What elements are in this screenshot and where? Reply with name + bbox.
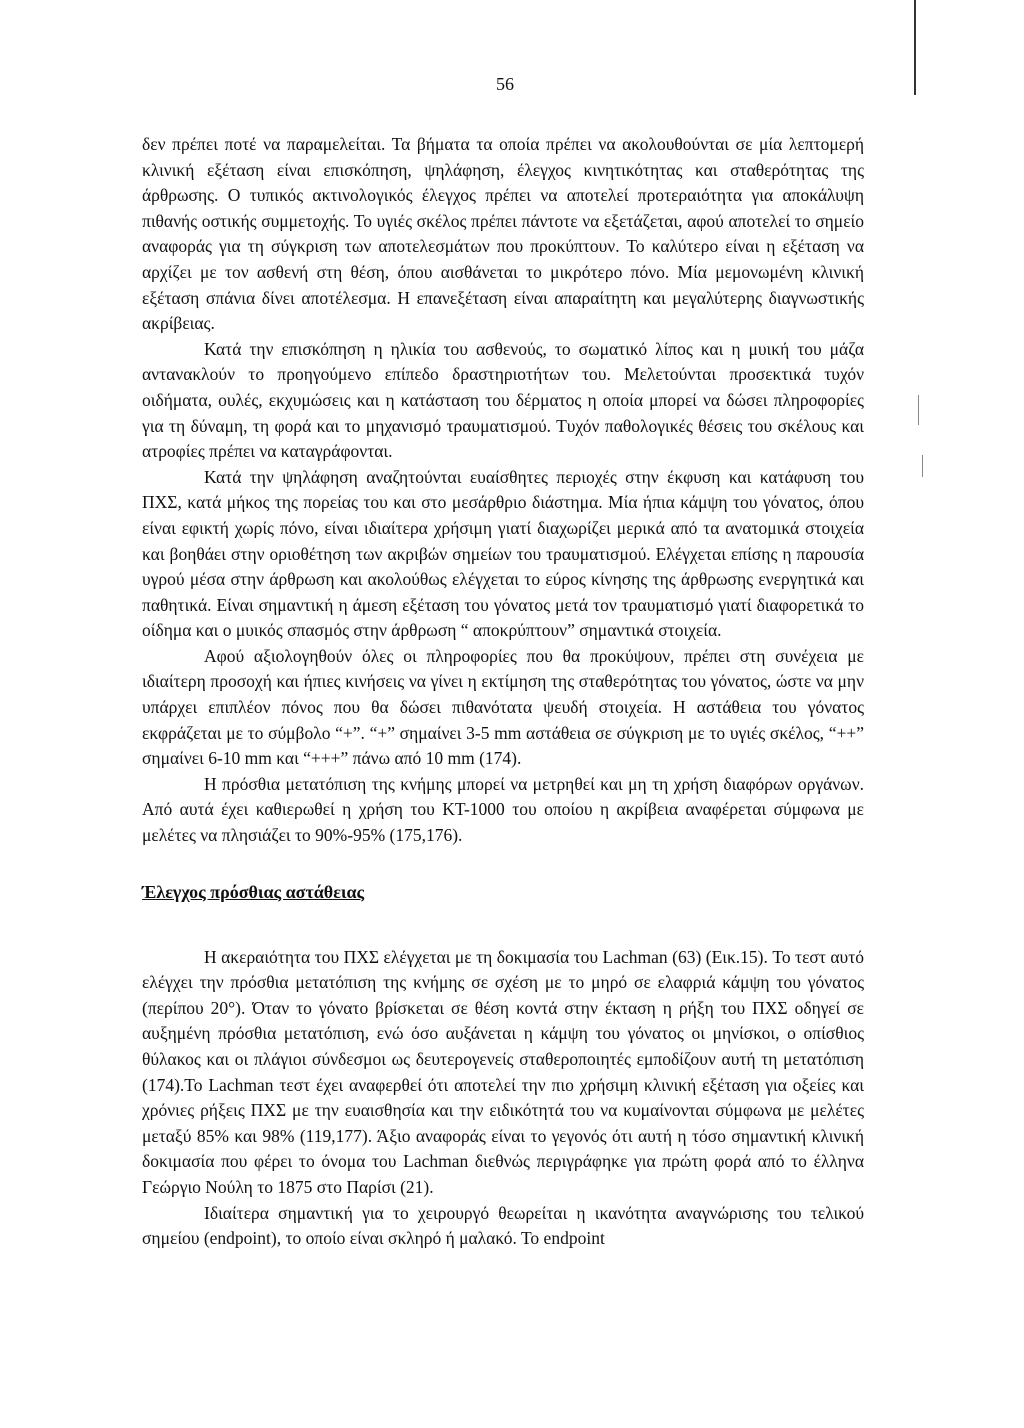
paragraph: Ιδιαίτερα σημαντική για το χειρουργό θεωρείται η ικανότητα αναγνώρισης του τελικού σημείου (endpoint), το οποίο είναι σκληρό ή μαλακό. Το endpoint [142,1202,864,1249]
document-body [142,132,864,1252]
section-heading: Έλεγχος πρόσθιας αστάθειας [142,881,365,902]
scan-edge-mark [918,395,919,425]
section-after-heading [142,945,864,1252]
page-number: 56 [496,74,514,94]
paragraph: δεν πρέπει ποτέ να παραμελείται. Τα βήματα τα οποία πρέπει να ακολουθούνται σε μία λεπτομερή κλινική εξέταση είναι επισκόπηση, ψηλάφηση, έλεγχος κινητικότητας και σταθερότητας της άρθρωσης. Ο τυπικός ακτινολογικός έλεγχος πρέπει να αποτελεί προτεραιότητα για αποκάλυψη πιθανής οστικής συμμετοχής. Το υγιές σκέλος πρέπει πάντοτε να εξετάζεται, αφού αποτελεί το σημείο αναφοράς για τη σύγκριση των αποτελεσμάτων που προκύπτουν. Το καλύτερο είναι η εξέταση να αρχίζει με τον ασθενή στη θέση, όπου αισθάνεται το μικρότερο πόνο. Μία μεμονωμένη κλινική εξέταση σπάνια δίνει αποτέλεσμα. Η επανεξέταση είναι απαραίτητη και μεγαλύτερης διαγνωστικής ακρίβειας. [142,134,864,334]
scan-edge-line [914,0,916,95]
paragraph: Αφού αξιολογηθούν όλες οι πληροφορίες που θα προκύψουν, πρέπει στη συνέχεια με ιδιαίτερη προσοχή και ήπιες κινήσεις να γίνει η εκτίμηση της σταθερότητας του γόνατος, ώστε να μην υπάρχει επιπλέον πόνος που θα δώσει πιθανότατα ψευδή στοιχεία. Η αστάθεια του γόνατος εκφράζεται με το σύμβολο “+”. “+” σημαίνει 3-5 mm αστάθεια σε σύγκριση με το υγιές σκέλος, “++” σημαίνει 6-10 mm και “+++” πάνω από 10 mm (174). [142,645,864,769]
paragraph: Η πρόσθια μετατόπιση της κνήμης μπορεί να μετρηθεί και μη τη χρήση διαφόρων οργάνων. Από αυτά έχει καθιερωθεί η χρήση του KT-1000 του οποίου η ακρίβεια αναφέρεται σύμφωνα με μελέτες να πλησιάζει το 90%-95% (175,176). [142,773,864,846]
section-before-heading [142,132,864,849]
scan-edge-mark [922,455,923,477]
paragraph: Κατά την ψηλάφηση αναζητούνται ευαίσθητες περιοχές στην έκφυση και κατάφυση του ΠΧΣ, κατά μήκος της πορείας του και στο μεσάρθριο διάστημα. Μία ήπια κάμψη του γόνατος, όπου είναι εφικτή χωρίς πόνο, είναι ιδιαίτερα χρήσιμη γιατί διαχωρίζει μερικά από τα ανατομικά στοιχεία και βοηθάει στην οριοθέτηση των ακριβών σημείων του τραυματισμού. Ελέγχεται επίσης η παρουσία υγρού μέσα στην άρθρωση και ακολούθως ελέγχεται το εύρος κίνησης της άρθρωσης ενεργητικά και παθητικά. Είναι σημαντική η άμεση εξέταση του γόνατος μετά τον τραυματισμό γιατί διαφορετικά το οίδημα και ο μυικός σπασμός στην άρθρωση “ αποκρύπτουν” σημαντικά στοιχεία. [142,466,864,641]
paragraph: Η ακεραιότητα του ΠΧΣ ελέγχεται με τη δοκιμασία του Lachman (63) (Εικ.15). Το τεστ αυτό ελέγχει την πρόσθια μετατόπιση της κνήμης σε σχέση με το μηρό σε ελαφριά κάμψη του γόνατος (περίπου 20°). Όταν το γόνατο βρίσκεται σε θέση κοντά στην έκταση η ρήξη του ΠΧΣ οδηγεί σε αυξημένη πρόσθια μετατόπιση, ενώ όσο αυξάνεται η κάμψη του γόνατος οι μηνίσκοι, ο οπίσθιος θύλακος και οι πλάγιοι σύνδεσμοι ως δευτερογενείς σταθεροποιητές εμποδίζουν αυτή τη μετατόπιση (174).Το Lachman τεστ έχει αναφερθεί ότι αποτελεί την πιο χρήσιμη κλινική εξέταση για οξείες και χρόνιες ρήξεις ΠΧΣ με την ευαισθησία και την ειδικότητά του να κυμαίνονται σύμφωνα με μελέτες μεταξύ 85% και 98% (119,177). Άξιο αναφοράς είναι το γεγονός ότι αυτή η τόσο σημαντική κλινική δοκιμασία που φέρει το όνομα του Lachman διεθνώς περιγράφηκε για πρώτη φορά από το έλληνα Γεώργιο Νούλη το 1875 στο Παρίσι (21). [142,946,864,1197]
paragraph: Κατά την επισκόπηση η ηλικία του ασθενούς, το σωματικό λίπος και η μυική του μάζα αντανακλούν το προηγούμενο επίπεδο δραστηριοτήτων του. Μελετούνται προσεκτικά τυχόν οιδήματα, ουλές, εκχυμώσεις και η κατάσταση του δέρματος η οποία μπορεί να δώσει πληροφορίες για τη δύναμη, τη φορά και το μηχανισμό τραυματισμού. Τυχόν παθολογικές θέσεις του σκέλους και ατροφίες πρέπει να καταγράφονται. [142,338,864,462]
